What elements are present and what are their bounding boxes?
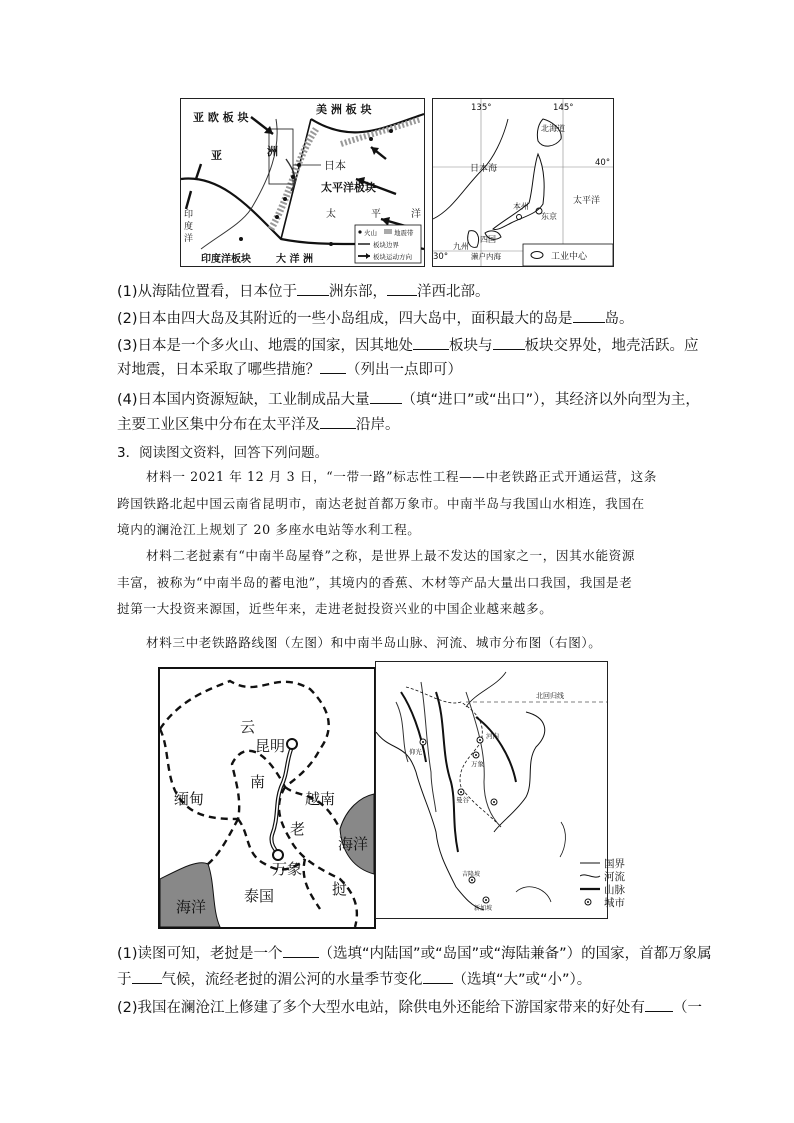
label-yang: 洋 <box>411 209 421 220</box>
label-pacific: 太平洋 <box>573 196 601 206</box>
q2-p2-b: 岛。 <box>604 311 634 327</box>
indochina-map-svg <box>376 662 607 918</box>
q3-blank-variation[interactable] <box>423 969 453 984</box>
q2-blank-measure[interactable] <box>320 359 346 374</box>
q2-p3-a: (3)日本是一个多火山、地震的国家，因其地处 <box>117 338 414 354</box>
label-nan: 南 <box>250 773 266 791</box>
japan-map <box>432 98 614 267</box>
label-indian-1: 印 <box>184 210 194 220</box>
label-kl: 吉隆坡 <box>462 871 481 878</box>
label-sea-of-japan: 日本海 <box>470 164 498 174</box>
q3-p2-a: (2)我国在澜沧江上修建了多个大型水电站，除供电外还能给下游国家带来的好处有 <box>117 1000 646 1016</box>
label-tai: 太 <box>326 209 336 220</box>
label-tropic: 北回归线 <box>536 692 564 700</box>
q2-p4-c: 主要工业区集中分布在太平洋及 <box>117 417 320 433</box>
q3-p1-a: (1)读图可知，老挝是一个 <box>117 946 283 962</box>
q2-blank-plate2[interactable] <box>493 335 525 350</box>
lon-145: 145° <box>553 103 574 113</box>
label-honshu: 本州 <box>513 202 529 211</box>
label-asia-1: 亚 <box>211 149 222 162</box>
label-vientiane-s: 万象 <box>471 760 484 768</box>
q2-p3-d: 对地震，日本采取了哪些措施？ <box>117 362 320 378</box>
q2-part4-line2 <box>117 414 400 435</box>
q2-p1-a: (1)从海陆位置看，日本位于 <box>117 284 298 300</box>
q3-blank-benefit[interactable] <box>645 997 673 1012</box>
q3-title: 3．阅读图文资料，回答下列问题。 <box>117 445 329 461</box>
label-yun: 云 <box>240 718 256 736</box>
material-1-line3: 境内的澜沧江上规划了 20 多座水电站等水利工程。 <box>117 522 421 537</box>
plate-map-svg <box>181 99 424 266</box>
indochina-map <box>375 661 608 919</box>
indochina-legend <box>580 858 640 918</box>
legend-boundary: 板块边界 <box>373 241 399 249</box>
plate-map <box>180 98 425 267</box>
vientiane-marker <box>273 850 283 860</box>
q2-p3-b: 板块与 <box>449 338 493 354</box>
label-indian-3: 洋 <box>184 234 194 244</box>
railway-map-svg <box>160 669 374 927</box>
material-1-line1: 材料一 2021 年 12 月 3 日，“一带一路”标志性工程——中老铁路正式开通运营，这条 <box>146 469 657 484</box>
q2-p3-e: （列出一点即可） <box>346 362 462 378</box>
label-indian-2: 度 <box>184 222 194 232</box>
q2-part2 <box>117 308 634 329</box>
material-2-line3: 挝第一大投资来源国，近些年来，走进老挝投资兴业的中国企业越来越多。 <box>117 601 553 616</box>
q2-blank-coast[interactable] <box>320 414 356 429</box>
q2-blank-island[interactable] <box>573 308 605 323</box>
q2-p1-b: 洲东部， <box>329 284 388 300</box>
label-america-plate: 美 洲 板 块 <box>316 103 372 116</box>
label-lao: 老 <box>290 820 306 838</box>
label-yangon: 仰光 <box>409 748 422 756</box>
label-pacific-plate: 太平洋板块 <box>321 181 376 194</box>
label-ocean-left: 海洋 <box>176 898 207 916</box>
q2-p4-b: （填“进口”或“出口”），其经济以外向型为主， <box>401 392 700 408</box>
legend-industry: 工业中心 <box>551 252 588 262</box>
q3-p1-c: 于 <box>117 972 132 988</box>
q3-p1-d: 气候，流经老挝的湄公河的水量季节变化 <box>161 972 423 988</box>
legend-river: 河流 <box>604 871 625 883</box>
q2-blank-ocean[interactable] <box>387 281 417 296</box>
legend-city: 城市 <box>604 897 625 909</box>
q3-p1-e: （选填“大”或“小”）。 <box>452 972 592 988</box>
label-asia-2: 洲 <box>267 145 278 158</box>
material-2-line2: 丰富，被称为“中南半岛的蓄电池”，其境内的香蕉、木材等产品大量出口我国，我国是老 <box>117 575 633 590</box>
legend-motion: 板块运动方向 <box>373 253 412 261</box>
q2-blank-trade[interactable] <box>370 389 402 404</box>
label-ping: 平 <box>371 209 381 220</box>
label-eurasia-plate: 亚 欧 板 块 <box>193 111 249 124</box>
q2-p3-c: 板块交界处，地壳活跃。应 <box>524 338 699 354</box>
label-thailand: 泰国 <box>244 887 275 905</box>
q3-part2 <box>117 997 702 1018</box>
q2-part4-line1 <box>117 389 700 410</box>
label-hokkaido: 北海道 <box>541 124 565 133</box>
label-oceania: 大 洋 洲 <box>276 254 313 265</box>
q2-p2-a: (2)日本由四大岛及其附近的一些小岛组成，四大岛中，面积最大的岛是 <box>117 311 573 327</box>
lat-30: 30° <box>433 252 449 262</box>
japan-map-svg <box>433 99 613 266</box>
label-kunming: 昆明 <box>255 737 286 755</box>
q2-p4-d: 沿岸。 <box>356 417 400 433</box>
label-bangkok: 曼谷 <box>456 796 469 804</box>
label-indian-plate: 印度洋板块 <box>201 254 251 265</box>
q2-p4-a: (4)日本国内资源短缺，工业制成品大量 <box>117 392 370 408</box>
lon-135: 135° <box>471 103 492 113</box>
q2-part3-line2 <box>117 359 462 380</box>
q3-blank-climate[interactable] <box>132 969 162 984</box>
q2-p1-c: 洋西北部。 <box>417 284 490 300</box>
label-japan: 日本 <box>324 159 346 172</box>
q2-blank-continent[interactable] <box>297 281 329 296</box>
q3-p1-b: （选填“内陆国”或“岛国”或“海陆兼备”）的国家，首都万象属 <box>318 946 712 962</box>
legend-volcano: 火山 <box>364 229 377 237</box>
kunming-marker <box>287 739 297 749</box>
label-myanmar: 缅甸 <box>174 790 205 808</box>
material-1-line2: 跨国铁路北起中国云南省昆明市，南达老挝首都万象市。中南半岛与我国山水相连，我国在 <box>117 496 645 511</box>
label-kyushu: 九州 <box>453 242 469 251</box>
label-vientiane: 万象 <box>272 860 303 878</box>
railway-map <box>158 667 376 929</box>
material-3: 材料三中老铁路路线图（左图）和中南半岛山脉、河流、城市分布图（右图）。 <box>146 635 602 650</box>
q2-blank-plate1[interactable] <box>413 335 449 350</box>
label-hanoi: 河内 <box>486 732 499 740</box>
legend-mountain: 山脉 <box>604 884 625 896</box>
label-wo: 挝 <box>332 880 348 898</box>
q3-part1-line2 <box>117 969 591 990</box>
label-ocean-right: 海洋 <box>338 835 369 853</box>
label-vietnam: 越南 <box>305 790 336 808</box>
material-2-line1: 材料二老挝素有“中南半岛屋脊”之称，是世界上最不发达的国家之一，因其水能资源 <box>146 548 636 563</box>
label-seto: 濑户内海 <box>471 252 501 261</box>
q2-part3-line1 <box>117 335 699 356</box>
lat-40: 40° <box>595 158 611 168</box>
label-shikoku: 四国 <box>480 235 496 244</box>
legend-quake: 地震带 <box>394 229 414 237</box>
q2-part1 <box>117 281 490 302</box>
q3-p2-b: （一 <box>673 1000 703 1016</box>
label-tokyo: 东京 <box>541 212 557 221</box>
label-singapore: 新加坡 <box>474 905 493 912</box>
q3-blank-country-type[interactable] <box>283 943 319 958</box>
q3-part1-line1 <box>117 943 712 964</box>
legend-border: 国界 <box>604 858 625 870</box>
